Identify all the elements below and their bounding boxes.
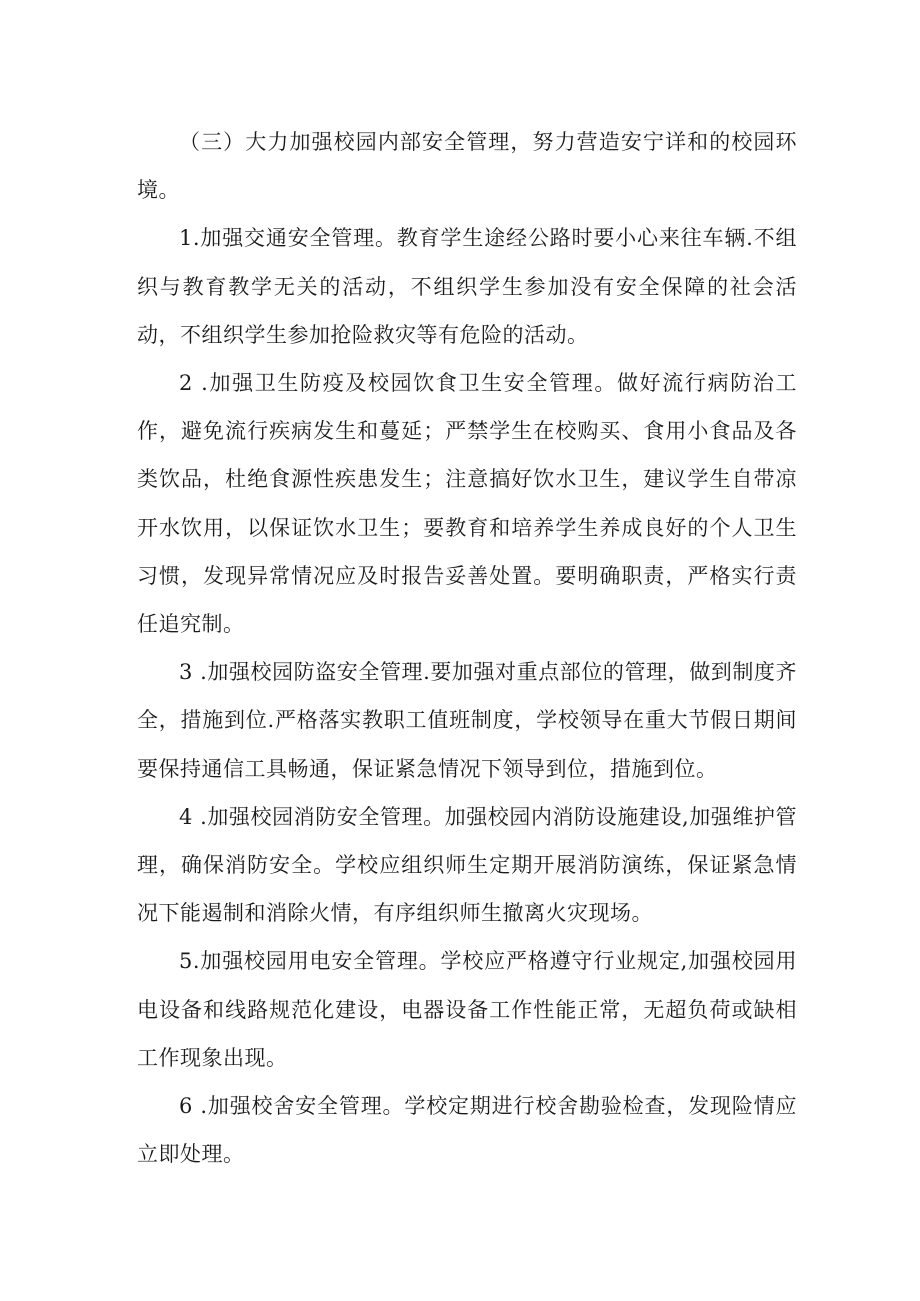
section-heading-paragraph: （三）大力加强校园内部安全管理，努力营造安宁详和的校园环境。 xyxy=(137,130,797,203)
item-2-health-food-safety: 2 .加强卫生防疫及校园饮食卫生安全管理。做好流行病防治工作，避免流行疾病发生和蔓延；严禁学生在校购买、食用小食品及各类饮品，杜绝食源性疾患发生；注意搞好饮水卫生，建议学生自带凉开水饮用，以保证饮水卫生；要教育和培养学生养成良好的个人卫生习惯，发现异常情况应及时报告妥善处置。要明确职责，严格实行责任追究制。 xyxy=(137,371,797,637)
item-6-building-safety: 6 .加强校舍安全管理。学校定期进行校舍勘验检查，发现险情应立即处理。 xyxy=(137,1094,797,1167)
document-body xyxy=(137,118,797,1178)
item-5-electrical-safety: 5.加强校园用电安全管理。学校应严格遵守行业规定,加强校园用电设备和线路规范化建设，电器设备工作性能正常，无超负荷或缺相工作现象出现。 xyxy=(137,949,797,1070)
item-3-theft-prevention: 3 .加强校园防盗安全管理.要加强对重点部位的管理，做到制度齐全，措施到位.严格落实教职工值班制度，学校领导在重大节假日期间要保持通信工具畅通，保证紧急情况下领导到位，措施到位。 xyxy=(137,660,797,781)
item-1-traffic-safety: 1.加强交通安全管理。教育学生途经公路时要小心来往车辆.不组织与教育教学无关的活动，不组织学生参加没有安全保障的社会活动，不组织学生参加抢险救灾等有危险的活动。 xyxy=(137,226,797,347)
item-4-fire-safety: 4 .加强校园消防安全管理。加强校园内消防设施建设,加强维护管理，确保消防安全。学校应组织师生定期开展消防演练，保证紧急情况下能遏制和消除火情，有序组织师生撤离火灾现场。 xyxy=(137,804,797,926)
